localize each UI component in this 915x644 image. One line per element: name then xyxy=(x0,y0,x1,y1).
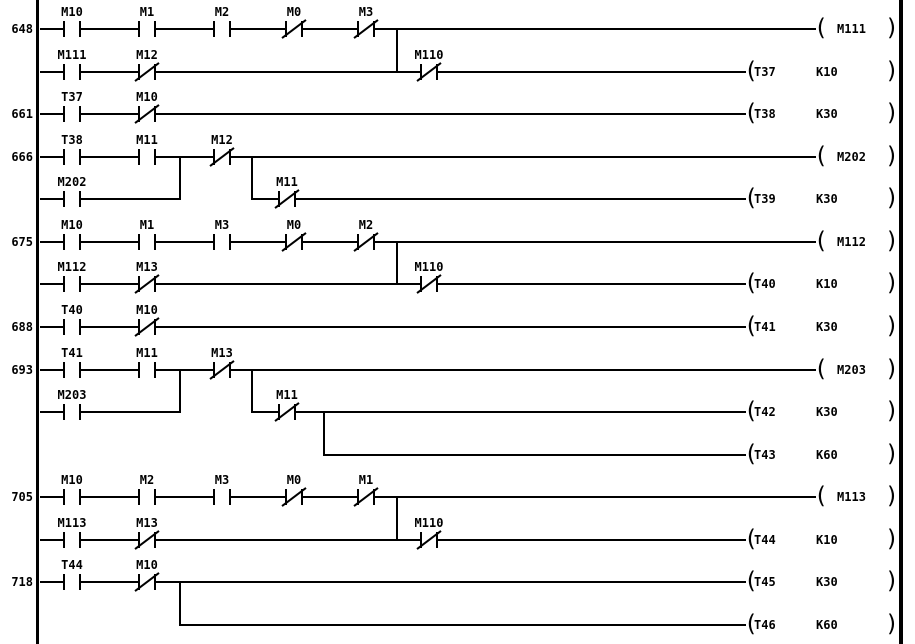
contact-m11-no[interactable] xyxy=(138,149,156,165)
contact-label: M13 xyxy=(136,516,158,530)
contact-label: M202 xyxy=(57,175,87,189)
contact-label: M110 xyxy=(414,516,444,530)
contact-m1-no[interactable] xyxy=(138,234,156,250)
contact-m10-nc[interactable] xyxy=(138,319,156,335)
coil-close-paren: ) xyxy=(885,270,899,296)
coil-label: M203 xyxy=(837,363,866,377)
contact-m2-nc[interactable] xyxy=(357,234,375,250)
contact-label: M113 xyxy=(57,516,87,530)
nc-slash-icon xyxy=(134,104,159,124)
contact-m12-nc[interactable] xyxy=(213,149,231,165)
coil-constant: K60 xyxy=(816,448,838,462)
nc-slash-icon xyxy=(353,487,378,507)
coil-t45[interactable] xyxy=(744,568,899,594)
contact-m10-no[interactable] xyxy=(63,234,81,250)
coil-label: M202 xyxy=(837,150,866,164)
contact-m2-no[interactable] xyxy=(138,489,156,505)
contact-t44-no[interactable] xyxy=(63,574,81,590)
contact-m1-nc[interactable] xyxy=(357,489,375,505)
coil-label: T38 xyxy=(754,107,776,121)
coil-constant: K10 xyxy=(816,533,838,547)
wire-vertical xyxy=(179,581,181,626)
contact-t37-no[interactable] xyxy=(63,106,81,122)
coil-open-paren: ( xyxy=(744,270,758,296)
wire-vertical xyxy=(179,369,181,413)
coil-open-paren: ( xyxy=(814,143,828,169)
wire-vertical xyxy=(396,496,398,541)
coil-t46[interactable] xyxy=(744,611,899,637)
coil-close-paren: ) xyxy=(885,15,899,41)
contact-label: M3 xyxy=(214,473,230,487)
contact-m12-nc[interactable] xyxy=(138,64,156,80)
contact-label: M2 xyxy=(358,218,374,232)
coil-open-paren: ( xyxy=(744,568,758,594)
nc-slash-icon xyxy=(274,402,299,422)
coil-t40[interactable] xyxy=(744,270,899,296)
rung-number-693: 693 xyxy=(11,363,33,377)
wire-horizontal xyxy=(40,411,180,413)
contact-label: T41 xyxy=(61,346,83,360)
coil-close-paren: ) xyxy=(885,611,899,637)
contact-m3-nc[interactable] xyxy=(357,21,375,37)
contact-label: T37 xyxy=(61,90,83,104)
coil-open-paren: ( xyxy=(744,313,758,339)
coil-t41[interactable] xyxy=(744,313,899,339)
contact-label: M2 xyxy=(139,473,155,487)
contact-m3-no[interactable] xyxy=(213,489,231,505)
nc-slash-icon xyxy=(274,189,299,209)
coil-t43[interactable] xyxy=(744,441,899,467)
contact-label: T44 xyxy=(61,558,83,572)
nc-slash-icon xyxy=(353,19,378,39)
coil-t37[interactable] xyxy=(744,58,899,84)
coil-label: T43 xyxy=(754,448,776,462)
coil-label: T41 xyxy=(754,320,776,334)
coil-constant: K10 xyxy=(816,277,838,291)
contact-m13-nc[interactable] xyxy=(138,276,156,292)
contact-label: M10 xyxy=(61,218,83,232)
contact-label: M10 xyxy=(61,473,83,487)
contact-label: M11 xyxy=(136,133,158,147)
wire-horizontal xyxy=(40,496,816,498)
coil-close-paren: ) xyxy=(885,100,899,126)
contact-m202-no[interactable] xyxy=(63,191,81,207)
contact-t41-no[interactable] xyxy=(63,362,81,378)
rung-number-675: 675 xyxy=(11,235,33,249)
coil-m112[interactable] xyxy=(814,228,899,254)
coil-t44[interactable] xyxy=(744,526,899,552)
coil-open-paren: ( xyxy=(814,356,828,382)
contact-m13-nc[interactable] xyxy=(138,532,156,548)
coil-open-paren: ( xyxy=(814,228,828,254)
wire-horizontal xyxy=(252,198,746,200)
coil-constant: K30 xyxy=(816,107,838,121)
coil-label: M112 xyxy=(837,235,866,249)
contact-label: M0 xyxy=(286,473,302,487)
coil-t42[interactable] xyxy=(744,398,899,424)
rung-number-705: 705 xyxy=(11,490,33,504)
coil-t38[interactable] xyxy=(744,100,899,126)
contact-label: M3 xyxy=(214,218,230,232)
coil-open-paren: ( xyxy=(744,185,758,211)
contact-m111-no[interactable] xyxy=(63,64,81,80)
coil-m202[interactable] xyxy=(814,143,899,169)
coil-close-paren: ) xyxy=(885,356,899,382)
contact-label: M10 xyxy=(136,303,158,317)
contact-label: M10 xyxy=(61,5,83,19)
contact-label: M0 xyxy=(286,218,302,232)
coil-m111[interactable] xyxy=(814,15,899,41)
nc-slash-icon xyxy=(209,360,234,380)
contact-m203-no[interactable] xyxy=(63,404,81,420)
contact-label: M110 xyxy=(414,260,444,274)
coil-close-paren: ) xyxy=(885,568,899,594)
contact-label: M1 xyxy=(139,5,155,19)
coil-close-paren: ) xyxy=(885,398,899,424)
contact-label: M12 xyxy=(211,133,233,147)
contact-label: M11 xyxy=(276,175,298,189)
nc-slash-icon xyxy=(281,232,306,252)
coil-label: T39 xyxy=(754,192,776,206)
contact-label: T38 xyxy=(61,133,83,147)
wire-vertical xyxy=(179,156,181,200)
coil-close-paren: ) xyxy=(885,228,899,254)
coil-open-paren: ( xyxy=(744,611,758,637)
wire-vertical xyxy=(251,156,253,200)
coil-constant: K30 xyxy=(816,575,838,589)
coil-label: T44 xyxy=(754,533,776,547)
contact-m112-no[interactable] xyxy=(63,276,81,292)
contact-m11-no[interactable] xyxy=(138,362,156,378)
coil-t39[interactable] xyxy=(744,185,899,211)
coil-open-paren: ( xyxy=(814,15,828,41)
contact-m110-nc[interactable] xyxy=(420,532,438,548)
contact-label: M13 xyxy=(211,346,233,360)
contact-m2-no[interactable] xyxy=(213,21,231,37)
contact-label: M11 xyxy=(276,388,298,402)
coil-constant: K30 xyxy=(816,320,838,334)
nc-slash-icon xyxy=(281,19,306,39)
nc-slash-icon xyxy=(134,274,159,294)
coil-label: T45 xyxy=(754,575,776,589)
contact-label: M11 xyxy=(136,346,158,360)
contact-m1-no[interactable] xyxy=(138,21,156,37)
coil-constant: K30 xyxy=(816,405,838,419)
contact-m11-nc[interactable] xyxy=(278,191,296,207)
coil-open-paren: ( xyxy=(814,483,828,509)
contact-m0-nc[interactable] xyxy=(285,21,303,37)
wire-horizontal xyxy=(180,624,746,626)
coil-open-paren: ( xyxy=(744,441,758,467)
nc-slash-icon xyxy=(134,572,159,592)
wire-vertical xyxy=(396,241,398,285)
wire-horizontal xyxy=(252,411,746,413)
rung-number-718: 718 xyxy=(11,575,33,589)
contact-label: M1 xyxy=(139,218,155,232)
wire-vertical xyxy=(251,369,253,413)
coil-m113[interactable] xyxy=(814,483,899,509)
wire-horizontal xyxy=(40,156,816,158)
contact-label: M13 xyxy=(136,260,158,274)
coil-open-paren: ( xyxy=(744,526,758,552)
wire-horizontal xyxy=(40,241,816,243)
wire-vertical xyxy=(396,28,398,73)
contact-m10-no[interactable] xyxy=(63,489,81,505)
contact-label: M10 xyxy=(136,558,158,572)
contact-m10-no[interactable] xyxy=(63,21,81,37)
contact-t40-no[interactable] xyxy=(63,319,81,335)
coil-close-paren: ) xyxy=(885,483,899,509)
rung-number-666: 666 xyxy=(11,150,33,164)
nc-slash-icon xyxy=(416,62,441,82)
contact-m10-nc[interactable] xyxy=(138,574,156,590)
wire-horizontal xyxy=(40,369,816,371)
nc-slash-icon xyxy=(134,317,159,337)
contact-m0-nc[interactable] xyxy=(285,489,303,505)
contact-m10-nc[interactable] xyxy=(138,106,156,122)
contact-label: M10 xyxy=(136,90,158,104)
contact-m0-nc[interactable] xyxy=(285,234,303,250)
coil-constant: K10 xyxy=(816,65,838,79)
contact-m3-no[interactable] xyxy=(213,234,231,250)
coil-close-paren: ) xyxy=(885,58,899,84)
contact-label: M3 xyxy=(358,5,374,19)
contact-label: M112 xyxy=(57,260,87,274)
rung-number-688: 688 xyxy=(11,320,33,334)
nc-slash-icon xyxy=(416,274,441,294)
coil-m203[interactable] xyxy=(814,356,899,382)
coil-open-paren: ( xyxy=(744,58,758,84)
contact-m110-nc[interactable] xyxy=(420,276,438,292)
rung-number-648: 648 xyxy=(11,22,33,36)
contact-label: M2 xyxy=(214,5,230,19)
nc-slash-icon xyxy=(209,147,234,167)
contact-m11-nc[interactable] xyxy=(278,404,296,420)
wire-vertical xyxy=(323,411,325,456)
wire-horizontal xyxy=(40,198,180,200)
contact-label: M0 xyxy=(286,5,302,19)
coil-label: T42 xyxy=(754,405,776,419)
right-power-rail xyxy=(899,0,903,644)
contact-m113-no[interactable] xyxy=(63,532,81,548)
coil-close-paren: ) xyxy=(885,185,899,211)
coil-open-paren: ( xyxy=(744,100,758,126)
left-power-rail xyxy=(36,0,39,644)
nc-slash-icon xyxy=(134,62,159,82)
contact-label: M1 xyxy=(358,473,374,487)
coil-label: T46 xyxy=(754,618,776,632)
wire-horizontal xyxy=(40,28,816,30)
coil-close-paren: ) xyxy=(885,441,899,467)
coil-close-paren: ) xyxy=(885,526,899,552)
contact-m110-nc[interactable] xyxy=(420,64,438,80)
contact-t38-no[interactable] xyxy=(63,149,81,165)
coil-label: T37 xyxy=(754,65,776,79)
contact-label: M111 xyxy=(57,48,87,62)
coil-close-paren: ) xyxy=(885,143,899,169)
rung-number-661: 661 xyxy=(11,107,33,121)
contact-label: M110 xyxy=(414,48,444,62)
coil-label: M113 xyxy=(837,490,866,504)
wire-horizontal xyxy=(324,454,746,456)
coil-open-paren: ( xyxy=(744,398,758,424)
contact-label: M203 xyxy=(57,388,87,402)
contact-label: M12 xyxy=(136,48,158,62)
nc-slash-icon xyxy=(416,530,441,550)
coil-label: T40 xyxy=(754,277,776,291)
coil-constant: K60 xyxy=(816,618,838,632)
contact-m13-nc[interactable] xyxy=(213,362,231,378)
nc-slash-icon xyxy=(353,232,378,252)
nc-slash-icon xyxy=(281,487,306,507)
coil-constant: K30 xyxy=(816,192,838,206)
contact-label: T40 xyxy=(61,303,83,317)
nc-slash-icon xyxy=(134,530,159,550)
coil-label: M111 xyxy=(837,22,866,36)
coil-close-paren: ) xyxy=(885,313,899,339)
